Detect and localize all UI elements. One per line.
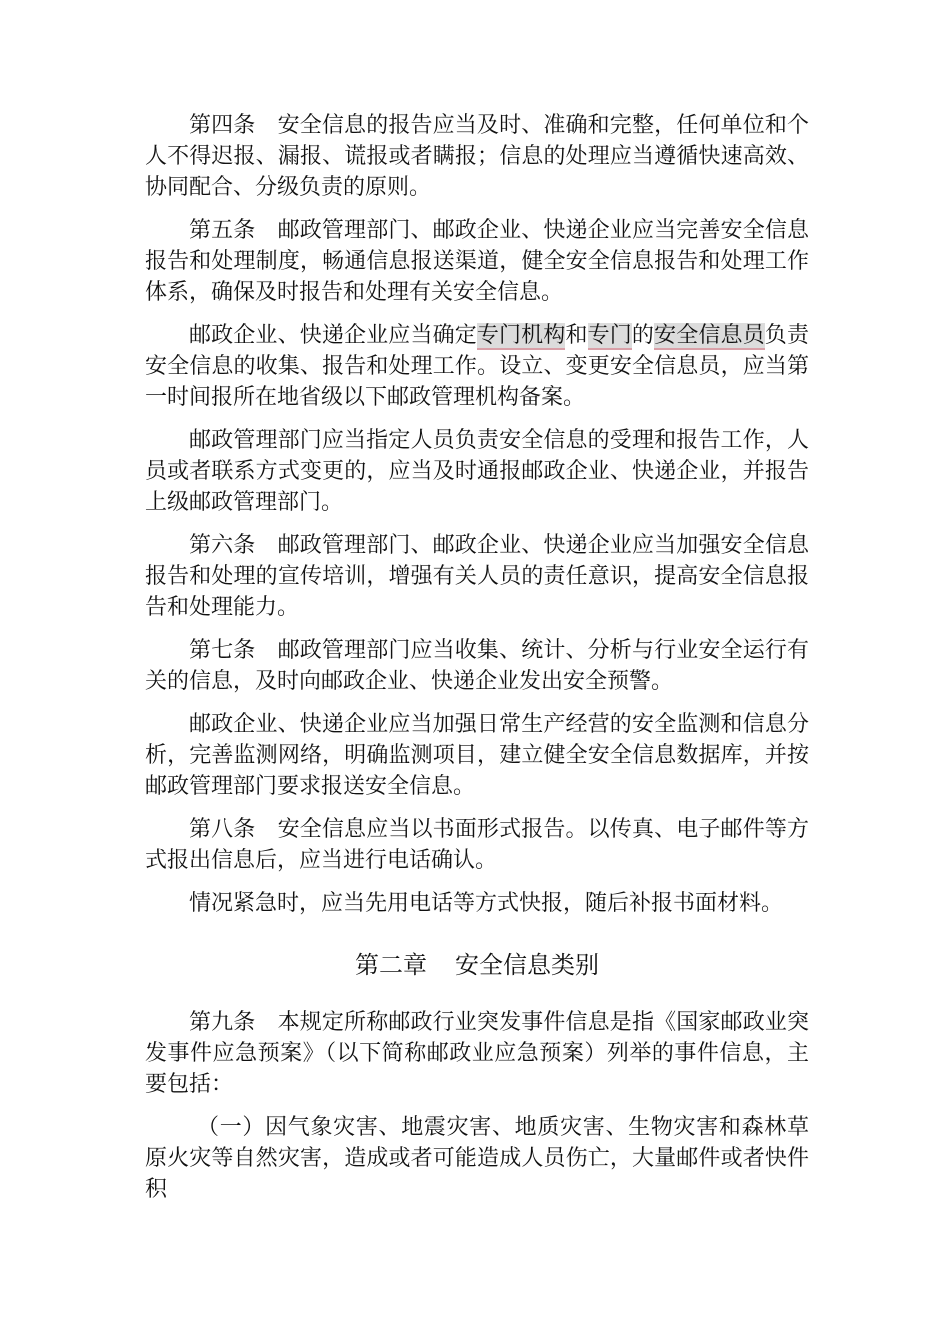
paragraph-text: 邮政管理部门应当指定人员负责安全信息的受理和报告工作，人员或者联系方式变更的，应当及时通报邮政企业、快递企业，并报告上级邮政管理部门。 xyxy=(145,428,809,515)
highlighted-term[interactable]: 专门机构 xyxy=(476,323,566,348)
paragraph xyxy=(145,709,809,802)
article-number: 第八条 xyxy=(189,817,256,842)
highlighted-paragraph xyxy=(145,320,809,413)
paragraph-text: 邮政企业、快递企业应当确定 xyxy=(189,323,477,348)
paragraph xyxy=(145,888,809,919)
article-4-paragraph xyxy=(145,110,809,203)
paragraph-text: （一）因气象灾害、地震灾害、地质灾害、生物灾害和森林草原火灾等自然灾害，造成或者可能造成人员伤亡，大量邮件或者快件积 xyxy=(145,1115,809,1202)
paragraph-text: 安全信息应当以书面形式报告。以传真、电子邮件等方式报出信息后，应当进行电话确认。 xyxy=(145,817,809,873)
article-7-paragraph xyxy=(145,635,809,697)
paragraph-text: 的 xyxy=(631,323,655,348)
article-number: 第七条 xyxy=(189,638,256,663)
article-9-paragraph xyxy=(145,1007,809,1100)
article-number: 第九条 xyxy=(189,1010,256,1035)
article-6-paragraph xyxy=(145,530,809,623)
paragraph-text: 负责安全信息的收集、报告和处理工作。设立、变更安全信息员，应当第一时间报所在地省级以下邮政管理机构备案。 xyxy=(145,323,809,410)
list-item-paragraph xyxy=(145,1112,809,1205)
paragraph-text: 邮政管理部门、邮政企业、快递企业应当完善安全信息报告和处理制度，畅通信息报送渠道，健全安全信息报告和处理工作体系，确保及时报告和处理有关安全信息。 xyxy=(145,218,809,305)
article-number: 第五条 xyxy=(189,218,256,243)
paragraph-text: 邮政企业、快递企业应当加强日常生产经营的安全监测和信息分析，完善监测网络，明确监测项目，建立健全安全信息数据库，并按邮政管理部门要求报送安全信息。 xyxy=(145,712,809,799)
article-number: 第六条 xyxy=(189,533,256,558)
article-8-paragraph xyxy=(145,814,809,876)
paragraph-text: 和 xyxy=(565,323,588,348)
paragraph xyxy=(145,425,809,518)
paragraph-text: 本规定所称邮政行业突发事件信息是指《国家邮政业突发事件应急预案》（以下简称邮政业应急预案）列举的事件信息，主要包括： xyxy=(145,1010,809,1097)
highlighted-term[interactable]: 安全信息员 xyxy=(654,323,765,348)
article-5-paragraph xyxy=(145,215,809,308)
chapter-number: 第二章 xyxy=(355,951,427,979)
paragraph-text: 情况紧急时，应当先用电话等方式快报，随后补报书面材料。 xyxy=(189,891,784,916)
article-number: 第四条 xyxy=(189,113,256,138)
paragraph-text: 邮政管理部门、邮政企业、快递企业应当加强安全信息报告和处理的宣传培训，增强有关人员的责任意识，提高安全信息报告和处理能力。 xyxy=(145,533,809,620)
paragraph-text: 邮政管理部门应当收集、统计、分析与行业安全运行有关的信息，及时向邮政企业、快递企业发出安全预警。 xyxy=(145,638,809,694)
chapter-heading xyxy=(145,949,809,981)
chapter-title: 安全信息类别 xyxy=(455,951,599,979)
highlighted-term[interactable]: 专门 xyxy=(587,323,632,348)
document-body xyxy=(145,110,809,1217)
paragraph-text: 安全信息的报告应当及时、准确和完整，任何单位和个人不得迟报、漏报、谎报或者瞒报；信息的处理应当遵循快速高效、协同配合、分级负责的原则。 xyxy=(145,113,809,200)
